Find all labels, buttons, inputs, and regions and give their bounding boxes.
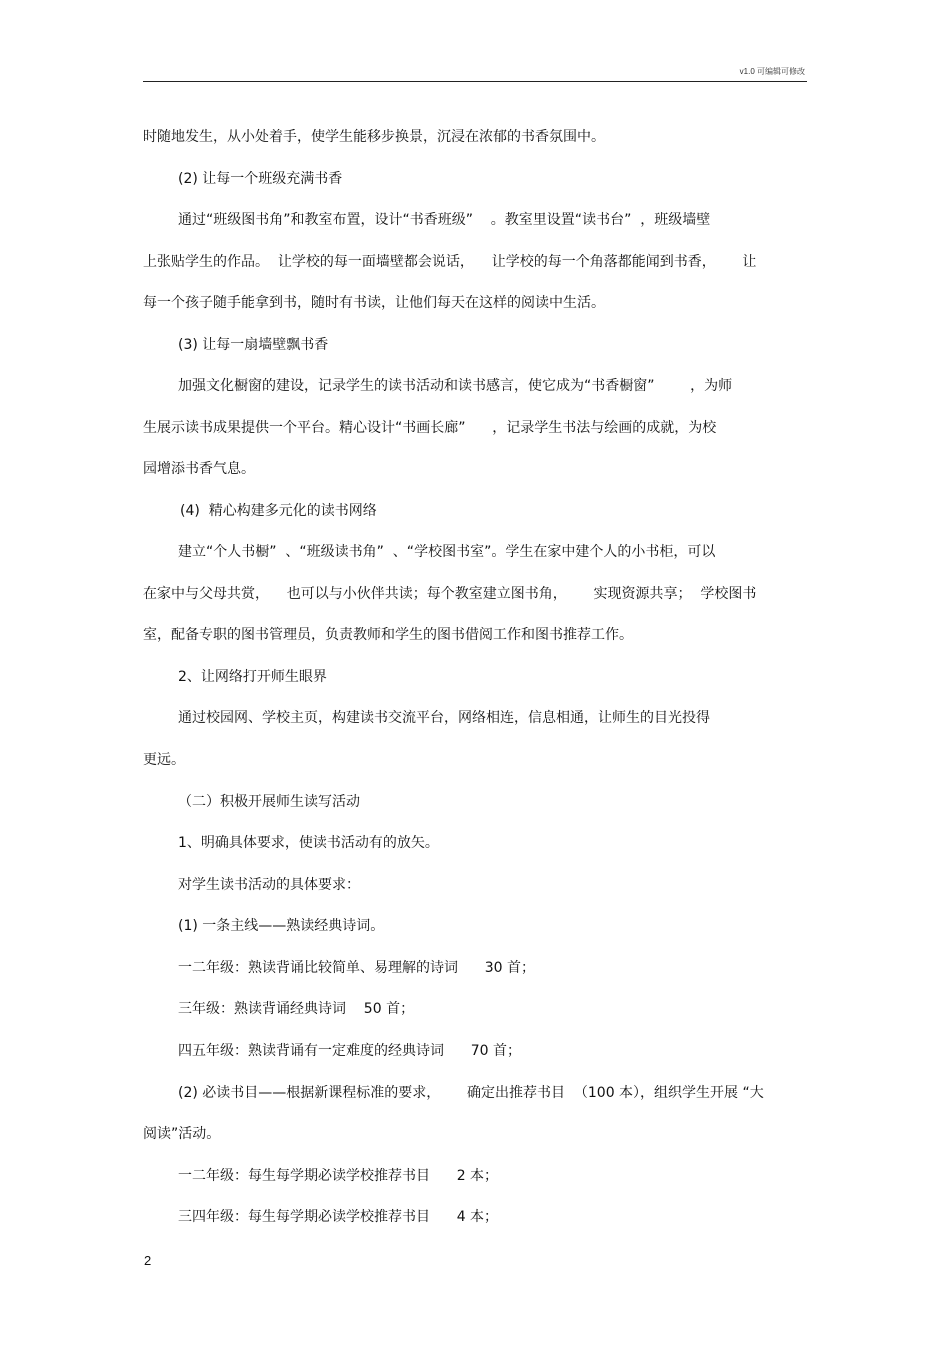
body-line: 通过“班级图书角”和教室布置，设计“书香班级” 。教室里设置“读书台” ，班级墙壁	[178, 212, 711, 228]
body-line: (3) 让每一扇墙壁飘书香	[178, 337, 329, 353]
header-rule	[143, 81, 807, 82]
body-line: 每一个孩子随手能拿到书，随时有书读，让他们每天在这样的阅读中生活。	[143, 295, 605, 311]
body-line: 一二年级：熟读背诵比较简单、易理解的诗词 30 首；	[178, 960, 535, 976]
body-line: 更远。	[143, 752, 185, 768]
body-line: 三四年级：每生每学期必读学校推荐书目 4 本；	[178, 1209, 499, 1225]
header-version-note: v1.0 可编辑可修改	[739, 67, 805, 76]
body-line: 1、明确具体要求，使读书活动有的放矢。	[178, 835, 439, 851]
page-number: 2	[144, 1253, 152, 1268]
body-line: 建立“个人书橱” 、“班级读书角” 、“学校图书室”。学生在家中建个人的小书柜，可以	[178, 544, 716, 560]
body-line: (2) 必读书目——根据新课程标准的要求， 确定出推荐书目 （100 本），组织学生开展 “大	[178, 1085, 764, 1101]
body-line: 园增添书香气息。	[143, 461, 255, 477]
body-line: 室，配备专职的图书管理员，负责教师和学生的图书借阅工作和图书推荐工作。	[143, 627, 633, 643]
body-line: (1) 一条主线——熟读经典诗词。	[178, 918, 385, 934]
body-line: 阅读”活动。	[143, 1126, 221, 1142]
body-line: (2) 让每一个班级充满书香	[178, 171, 343, 187]
body-line: 通过校园网、学校主页，构建读书交流平台，网络相连，信息相通，让师生的目光投得	[178, 710, 710, 726]
body-line: 三年级：熟读背诵经典诗词 50 首；	[178, 1001, 415, 1017]
body-line: 2、让网络打开师生眼界	[178, 669, 327, 685]
body-line: (4) 精心构建多元化的读书网络	[180, 503, 377, 519]
body-line: （二）积极开展师生读写活动	[178, 794, 360, 810]
body-line: 上张贴学生的作品。 让学校的每一面墙壁都会说话， 让学校的每一个角落都能闻到书香， 让	[143, 254, 757, 270]
body-line: 一二年级：每生每学期必读学校推荐书目 2 本；	[178, 1168, 499, 1184]
body-line: 对学生读书活动的具体要求：	[178, 877, 360, 893]
body-line: 加强文化橱窗的建设，记录学生的读书活动和读书感言，使它成为“书香橱窗” ，为师	[178, 378, 733, 394]
body-line: 在家中与父母共赏， 也可以与小伙伴共读；每个教室建立图书角， 实现资源共享； 学校图书	[143, 586, 757, 602]
body-line: 四五年级：熟读背诵有一定难度的经典诗词 70 首；	[178, 1043, 521, 1059]
body-line: 生展示读书成果提供一个平台。精心设计“书画长廊” ，记录学生书法与绘画的成就，为校	[143, 420, 717, 436]
body-line: 时随地发生，从小处着手，使学生能移步换景，沉浸在浓郁的书香氛围中。	[143, 129, 605, 145]
